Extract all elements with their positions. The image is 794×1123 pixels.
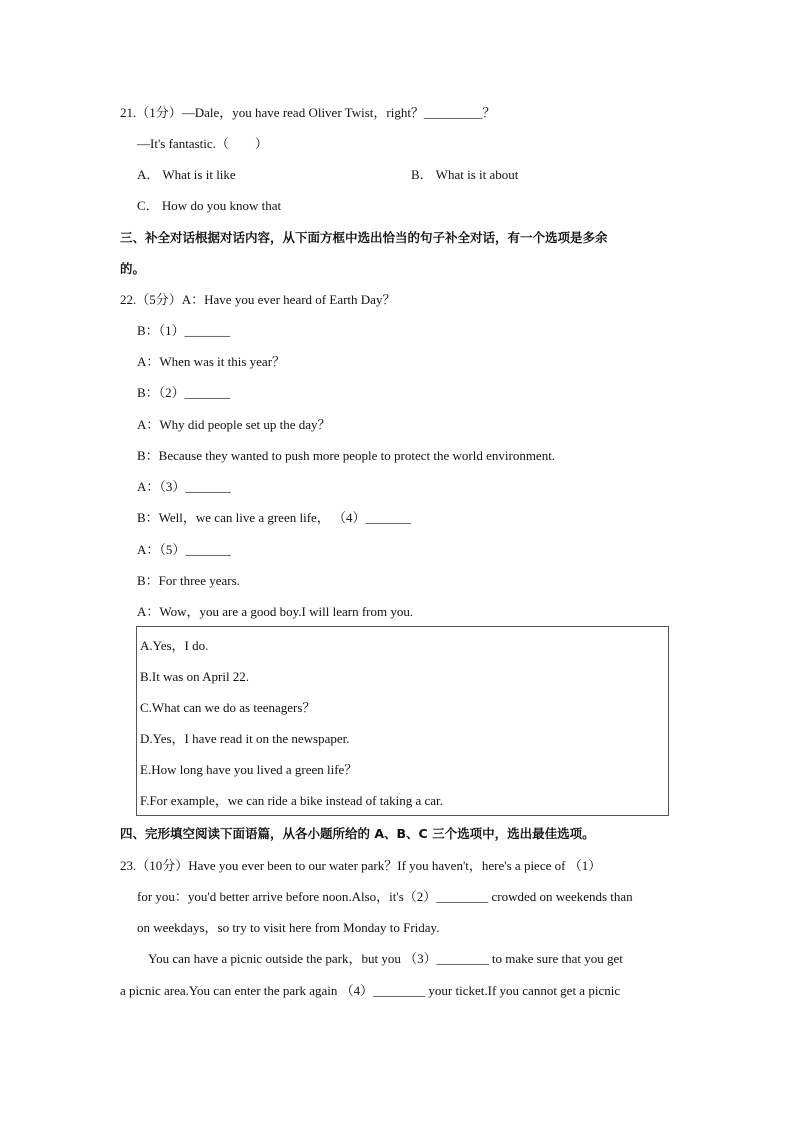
q22-option-e: E.How long have you lived a green life？ [140, 762, 358, 777]
q23-line-3: on weekdays，so try to visit here from Monday to Friday. [137, 920, 440, 935]
q22-line-8: B：Well，we can live a green life， （4）_______ [137, 510, 412, 525]
q22-option-b: B.It was on April 22. [140, 669, 250, 684]
q22-line-6: B：Because they wanted to push more people to protect the world environment. [137, 448, 556, 463]
section-3-heading: 三、补全对话根据对话内容，从下面方框中选出恰当的句子补全对话，有一个选项是多余 [120, 230, 608, 245]
q22-line-11: A：Wow，you are a good boy.I will learn from you. [137, 604, 414, 619]
q22-line-9: A：（5）_______ [137, 542, 231, 557]
q21-reply: —It's fantastic.（ ） [137, 136, 268, 151]
q23-line-5: a picnic area.You can enter the park again （4）________ your ticket.If you cannot get a picnic [120, 983, 621, 998]
q21-option-a: A． What is it like [137, 167, 236, 182]
q22-line-4: B：（2）_______ [137, 385, 231, 400]
q21-option-c: C． How do you know that [137, 198, 282, 213]
q22-line-2: B：（1）_______ [137, 323, 231, 338]
q22-options-box [136, 626, 669, 816]
q21-option-b: B． What is it about [411, 167, 519, 182]
q21-stem: 21.（1分）—Dale，you have read Oliver Twist，right？_________？ [120, 105, 496, 120]
section-4-heading: 四、完形填空阅读下面语篇，从各小题所给的 A、B、C 三个选项中，选出最佳选项。 [120, 826, 595, 841]
q22-line-7: A：（3）_______ [137, 479, 231, 494]
q22-option-c: C.What can we do as teenagers？ [140, 700, 316, 715]
q22-line-5: A：Why did people set up the day？ [137, 417, 331, 432]
section-3-heading-cont: 的。 [120, 261, 146, 276]
q22-option-f: F.For example，we can ride a bike instead of taking a car. [140, 793, 443, 808]
q22-line-1: 22.（5分）A：Have you ever heard of Earth Day？ [120, 292, 396, 307]
q22-line-3: A：When was it this year？ [137, 354, 286, 369]
q23-line-2: for you：you'd better arrive before noon.Also，it's（2）________ crowded on weekends than [137, 889, 633, 904]
q22-option-d: D.Yes，I have read it on the newspaper. [140, 731, 350, 746]
q22-line-10: B：For three years. [137, 573, 240, 588]
q23-line-1: 23.（10分）Have you ever been to our water park？If you haven't，here's a piece of （1） [120, 858, 602, 873]
q22-option-a: A.Yes，I do. [140, 638, 209, 653]
q23-line-4: You can have a picnic outside the park，but you （3）________ to make sure that you get [148, 951, 623, 966]
